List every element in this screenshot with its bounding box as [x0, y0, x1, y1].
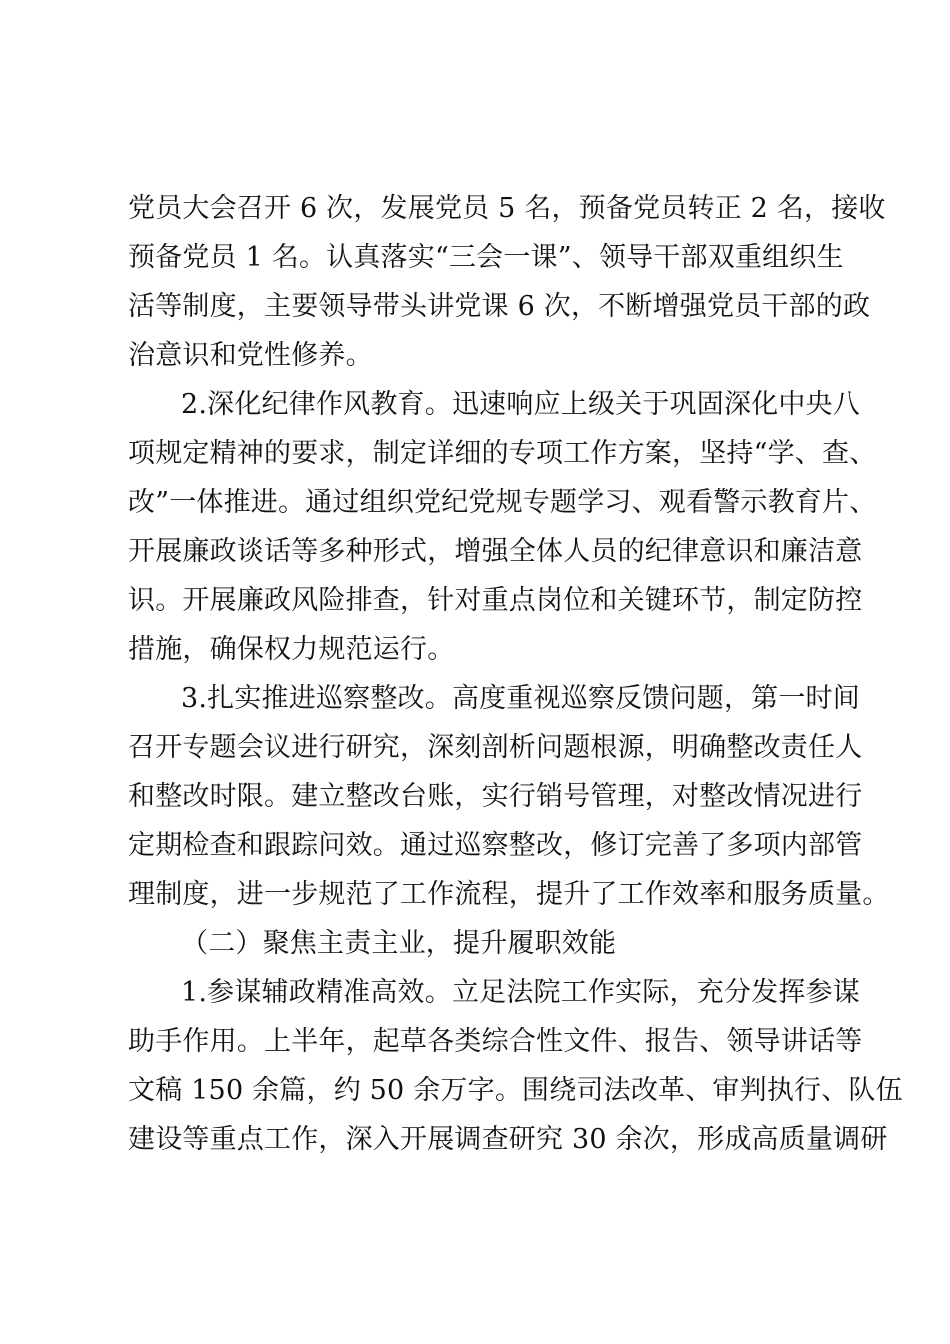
document-body — [128, 184, 903, 1164]
text-line: 预备党员 1 名。认真落实“三会一课”、领导干部双重组织生 — [128, 242, 844, 273]
text-line: 项规定精神的要求，制定详细的专项工作方案，坚持“学、查、 — [128, 438, 877, 469]
section-heading: （二）聚焦主责主业，提升履职效能 — [181, 928, 617, 959]
text-line: 治意识和党性修养。 — [128, 340, 373, 371]
text-line: 和整改时限。建立整改台账，实行销号管理，对整改情况进行 — [128, 781, 863, 812]
text-line: 党员大会召开 6 次，发展党员 5 名，预备党员转正 2 名，接收 — [128, 193, 886, 224]
paragraph-heading-line: 2.深化纪律作风教育。迅速响应上级关于巩固深化中央八 — [181, 389, 860, 420]
paragraph-heading-line: 3.扎实推进巡察整改。高度重视巡察反馈问题，第一时间 — [181, 683, 860, 714]
text-line: 定期检查和跟踪问效。通过巡察整改，修订完善了多项内部管 — [128, 830, 863, 861]
text-line: 文稿 150 余篇，约 50 余万字。围绕司法改革、审判执行、队伍 — [128, 1075, 903, 1106]
text-line: 理制度，进一步规范了工作流程，提升了工作效率和服务质量。 — [128, 879, 890, 910]
text-line: 开展廉政谈话等多种形式，增强全体人员的纪律意识和廉洁意 — [128, 536, 863, 567]
text-line: 改”一体推进。通过组织党纪党规专题学习、观看警示教育片、 — [128, 487, 877, 518]
text-line: 活等制度，主要领导带头讲党课 6 次，不断增强党员干部的政 — [128, 291, 871, 322]
text-line: 建设等重点工作，深入开展调查研究 30 余次，形成高质量调研 — [128, 1124, 888, 1155]
text-line: 助手作用。上半年，起草各类综合性文件、报告、领导讲话等 — [128, 1026, 863, 1057]
text-line: 召开专题会议进行研究，深刻剖析问题根源，明确整改责任人 — [128, 732, 863, 763]
paragraph-heading-line: 1.参谋辅政精准高效。立足法院工作实际，充分发挥参谋 — [181, 977, 860, 1008]
text-line: 识。开展廉政风险排查，针对重点岗位和关键环节，制定防控 — [128, 585, 863, 616]
text-line: 措施，确保权力规范运行。 — [128, 634, 455, 665]
